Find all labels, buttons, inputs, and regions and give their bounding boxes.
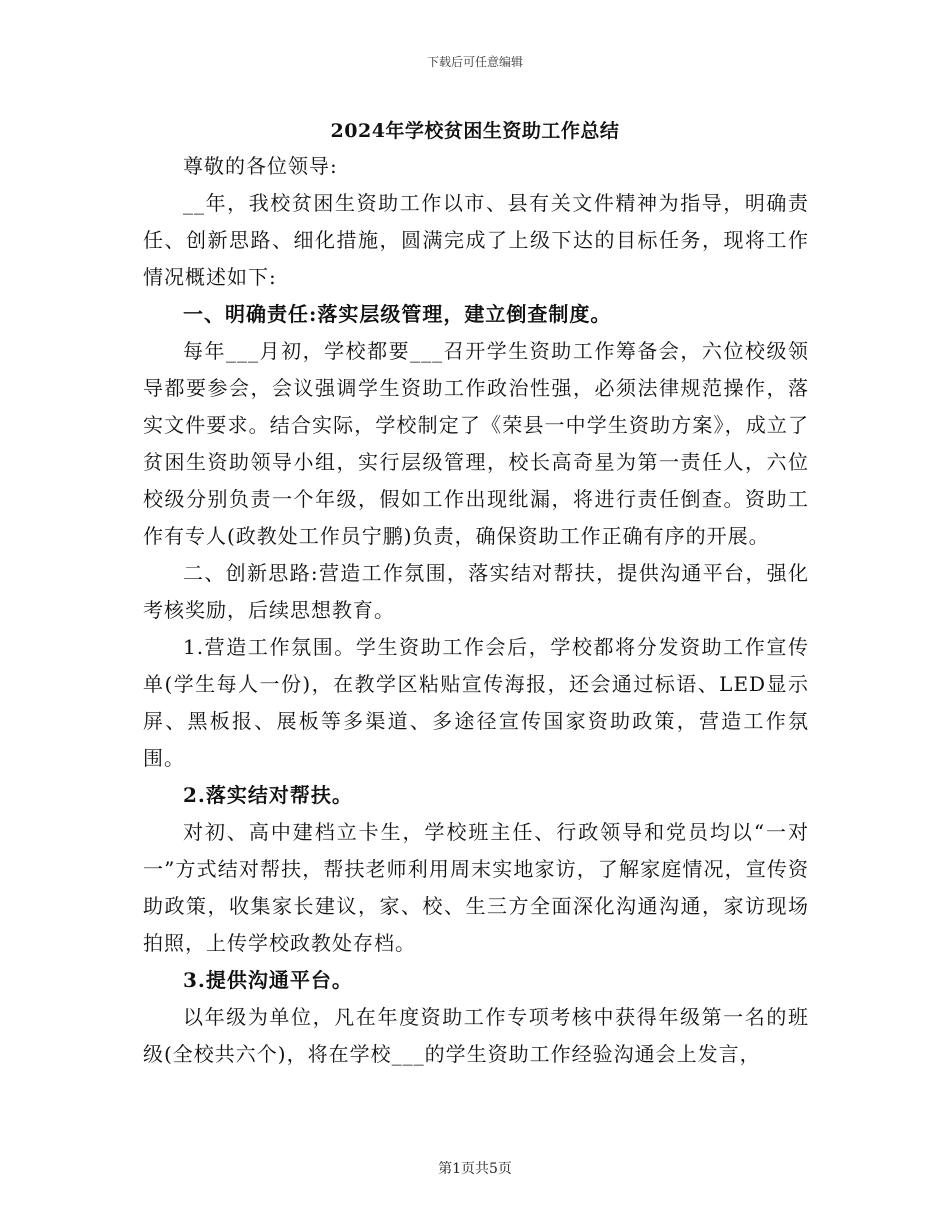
paragraph-intro: __年，我校贫困生资助工作以市、县有关文件精神为指导，明确责任、创新思路、细化措施，圆满完成了上级下达的目标任务，现将工作情况概述如下: [143, 191, 809, 289]
document-title: 2024年学校贫困生资助工作总结 [330, 120, 620, 142]
paragraph-item-1: 1.营造工作氛围。学生资助工作会后，学校都将分发资助工作宣传单(学生每人一份)，在教学区粘贴宣传海报，还会通过标语、LED显示屏、黑板报、展板等多渠道、多途径宣传国家资助政策，营造工作氛围。 [143, 635, 809, 770]
paragraph-greeting: 尊敬的各位领导: [183, 154, 338, 178]
document-body [143, 148, 809, 1073]
subheading-item-3: 3.提供沟通平台。 [183, 968, 353, 992]
page-footer: 第1页共5页 [438, 1161, 512, 1177]
paragraph-item-2: 对初、高中建档立卡生，学校班主任、行政领导和党员均以“一对一”方式结对帮扶，帮扶老师利用周末实地家访，了解家庭情况，宣传资助政策，收集家长建议，家、校、生三方全面深化沟通沟通，家访现场拍照，上传学校政教处存档。 [143, 820, 809, 955]
section-heading-1: 一、明确责任:落实层级管理，建立倒查制度。 [183, 302, 612, 326]
subheading-item-2: 2.落实结对帮扶。 [183, 783, 353, 807]
page-header: 下载后可任意编辑 [426, 55, 523, 69]
paragraph-section-1: 每年___月初，学校都要___召开学生资助工作筹备会，六位校级领导都要参会，会议强调学生资助工作政治性强，必须法律规范操作，落实文件要求。结合实际，学校制定了《荣县一中学生资助方案》，成立了贫困生资助领导小组，实行层级管理，校长高奇星为第一责任人，六位校级分别负责一个年级，假如工作出现纰漏，将进行责任倒查。资助工作有专人(政教处工作员宁鹏)负责，确保资助工作正确有序的开展。 [143, 339, 809, 548]
paragraph-item-3: 以年级为单位，凡在年度资助工作专项考核中获得年级第一名的班级(全校共六个)，将在学校___的学生资助工作经验沟通会上发言， [143, 1005, 809, 1066]
section-heading-2: 二、创新思路:营造工作氛围，落实结对帮扶，提供沟通平台，强化考核奖励，后续思想教育。 [143, 561, 809, 622]
